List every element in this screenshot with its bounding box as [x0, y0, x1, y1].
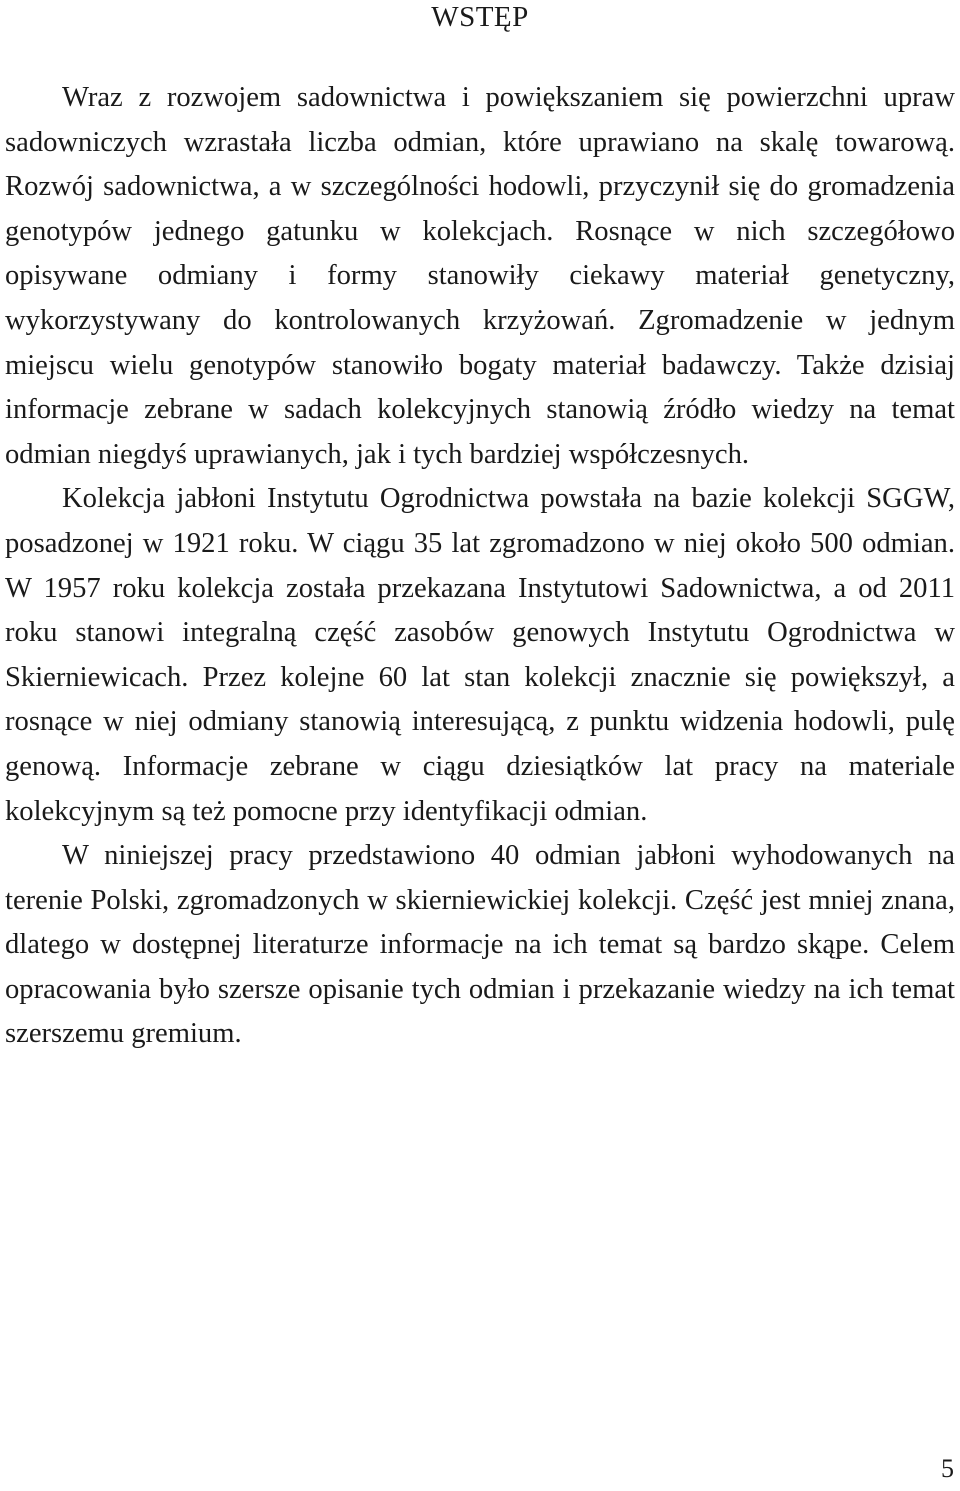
page-title: WSTĘP — [431, 1, 529, 33]
page-number: 5 — [941, 1454, 954, 1483]
paragraph-1: Wraz z rozwojem sadownictwa i powiększaniem się powierzchni upraw sadowniczych wzrastała liczba odmian, które uprawiano na skalę towarową. Rozwój sadownictwa, a w szczególności hodowli, przyczynił się do gromadzenia genotypów jednego gatunku w kolekcjach. Rosnące w nich szczegółowo opisywane odmiany i formy stanowiły ciekawy materiał genetyczny, wykorzystywany do kontrolowanych krzyżowań. Zgromadzenie w jednym miejscu wielu genotypów stanowiło bogaty materiał badawczy. Także dzisiaj informacje zebrane w sadach kolekcyjnych stanowią źródło wiedzy na temat odmian niegdyś uprawianych, jak i tych bardziej współczesnych. — [5, 82, 955, 470]
body-text — [5, 76, 955, 1057]
paragraph-3: W niniejszej pracy przedstawiono 40 odmian jabłoni wyhodowanych na terenie Polski, zgromadzonych w skierniewickiej kolekcji. Część jest mniej znana, dlatego w dostępnej literaturze informacje na ich temat są bardzo skąpe. Celem opracowania było szersze opisanie tych odmian i przekazanie wiedzy na ich temat szerszemu gremium. — [5, 840, 955, 1050]
paragraph-2: Kolekcja jabłoni Instytutu Ogrodnictwa powstała na bazie kolekcji SGGW, posadzonej w 1921 roku. W ciągu 35 lat zgromadzono w niej około 500 odmian. W 1957 roku kolekcja została przekazana Instytutowi Sadownictwa, a od 2011 roku stanowi integralną część zasobów genowych Instytutu Ogrodnictwa w Skierniewicach. Przez kolejne 60 lat stan kolekcji znacznie się powiększył, a rosnące w niej odmiany stanowią interesującą, z punktu widzenia hodowli, pulę genową. Informacje zebrane w ciągu dziesiątków lat pracy na materiale kolekcyjnym są też pomocne przy identyfikacji odmian. — [5, 483, 955, 827]
